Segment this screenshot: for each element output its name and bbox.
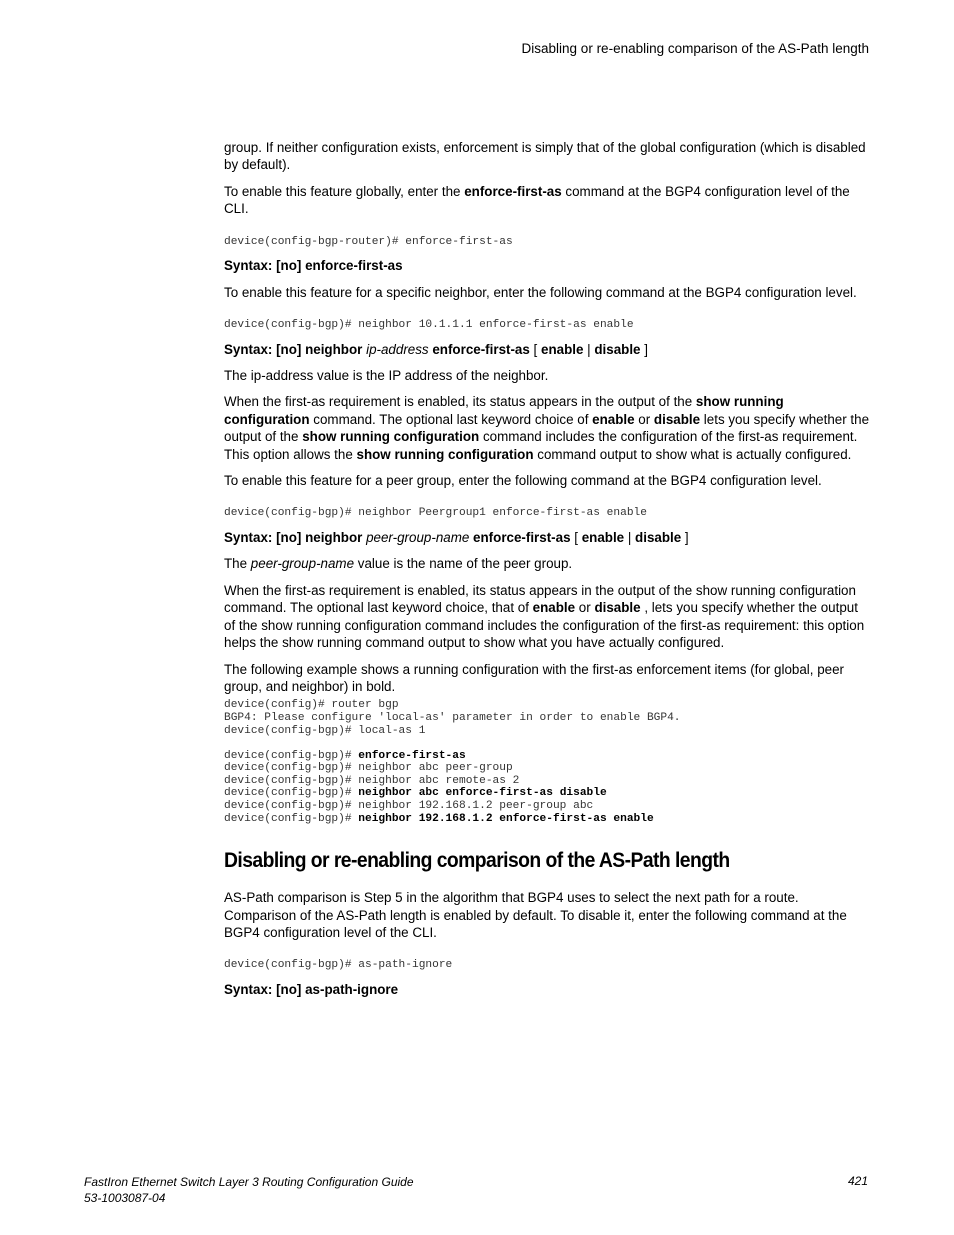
code-line xyxy=(224,787,872,800)
paragraph xyxy=(224,183,872,218)
section-heading: Disabling or re-enabling comparison of the AS-Path length xyxy=(224,849,730,873)
text: show running configuration xyxy=(224,394,784,427)
text: enable xyxy=(581,530,625,546)
text: enable xyxy=(592,411,635,427)
paragraph xyxy=(224,582,872,652)
paragraph: AS-Path comparison is Step 5 in the algorithm that BGP4 uses to select the next path for a route. Comparison of the AS-Path length is enabled by default. To disable it, enter the following command at the BGP4 configuration level of the CLI. xyxy=(224,890,847,941)
text: The xyxy=(224,556,251,572)
paragraph: To enable this feature for a specific neighbor, enter the following command at the BGP4 configuration level. xyxy=(224,284,857,300)
paragraph xyxy=(224,393,872,463)
running-header: Disabling or re-enabling comparison of the AS-Path length xyxy=(521,41,869,56)
syntax-line: Syntax: [no] enforce-first-as xyxy=(224,258,403,274)
code-example: device(config-bgp)# as-path-ignore xyxy=(224,959,453,972)
text: When the first-as requirement is enabled, its status appears in the output of the xyxy=(224,394,696,410)
text: enforce-first-as xyxy=(469,530,571,546)
page-content xyxy=(224,139,872,1007)
syntax-line xyxy=(224,341,872,358)
code-line: device(config-bgp)# neighbor 192.168.1.2 peer-group abc xyxy=(224,800,594,813)
code-example: device(config-bgp-router)# enforce-first-as xyxy=(224,235,513,248)
footer-title: FastIron Ethernet Switch Layer 3 Routing Configuration Guide xyxy=(84,1175,414,1189)
blank-line xyxy=(224,737,872,750)
code-example: device(config-bgp)# neighbor 10.1.1.1 enforce-first-as enable xyxy=(224,319,634,332)
text: | xyxy=(583,341,595,357)
syntax-line xyxy=(224,529,872,546)
text: , lets you specify whether the output of the show running configuration command includes the configuration of the first-as requirement: this option helps the show running command output to show what you have actually configured. xyxy=(224,600,865,651)
code-line xyxy=(224,750,872,763)
bold-command: neighbor 192.168.1.2 enforce-first-as enable xyxy=(358,812,654,825)
code-line xyxy=(224,813,872,826)
bold-command: neighbor abc enforce-first-as disable xyxy=(358,787,607,800)
text: command includes the configuration of the first-as requirement. This option allows the xyxy=(224,429,858,462)
code-line: device(config)# router bgp xyxy=(224,699,399,712)
text: disable xyxy=(653,411,701,427)
paragraph: group. If neither configuration exists, enforcement is simply that of the global configuration (which is disabled by default). xyxy=(224,140,866,173)
prompt: device(config-bgp)# xyxy=(224,787,359,800)
bold-command: enforce-first-as xyxy=(358,749,466,762)
text: [ xyxy=(570,530,582,546)
text: command output to show what is actually configured. xyxy=(533,446,852,462)
paragraph xyxy=(224,555,872,572)
text: lets you specify whether the output of the xyxy=(224,411,870,445)
command-keyword: enforce-first-as xyxy=(464,183,562,199)
text: enforce-first-as xyxy=(428,341,530,357)
text: enable xyxy=(532,600,576,616)
text: show running configuration xyxy=(356,446,534,462)
text: show running configuration xyxy=(302,429,480,445)
text: ] xyxy=(681,530,689,546)
syntax-line: Syntax: [no] as-path-ignore xyxy=(224,982,399,998)
running-config-example xyxy=(224,699,872,825)
text: To enable this feature globally, enter the xyxy=(224,183,465,199)
text: disable xyxy=(594,600,641,616)
text: Syntax: [no] neighbor xyxy=(224,530,367,546)
text: [ xyxy=(529,341,541,357)
code-line: BGP4: Please configure 'local-as' parameter in order to enable BGP4. xyxy=(224,711,681,724)
code-line: device(config-bgp)# neighbor abc remote-as 2 xyxy=(224,774,520,787)
parameter: peer-group-name xyxy=(250,556,355,572)
text: value is the name of the peer group. xyxy=(354,556,573,572)
code-line: device(config-bgp)# local-as 1 xyxy=(224,724,426,737)
prompt: device(config-bgp)# xyxy=(224,749,359,762)
text: ] xyxy=(640,341,648,357)
text: When the first-as requirement is enabled, its status appears in the output of the show running configuration command. The optional last keyword choice, that of xyxy=(224,582,856,616)
text: command at the BGP4 configuration level of the CLI. xyxy=(224,183,850,217)
text: or xyxy=(575,600,595,616)
text: disable xyxy=(635,530,682,546)
text: or xyxy=(634,411,654,427)
page-number: 421 xyxy=(847,1174,868,1188)
paragraph: The following example shows a running configuration with the first-as enforcement items (for global, peer group, and neighbor) in bold. xyxy=(224,661,844,694)
text: disable xyxy=(594,341,641,357)
paragraph: The ip-address value is the IP address of the neighbor. xyxy=(224,368,549,384)
text: enable xyxy=(541,341,584,357)
paragraph: To enable this feature for a peer group, enter the following command at the BGP4 configuration level. xyxy=(224,473,822,489)
code-line: device(config-bgp)# neighbor abc peer-group xyxy=(224,762,513,775)
parameter: peer-group-name xyxy=(366,530,470,546)
footer xyxy=(84,1174,414,1206)
prompt: device(config-bgp)# xyxy=(224,812,359,825)
parameter: ip-address xyxy=(366,341,429,357)
text: | xyxy=(624,530,636,546)
text: command. The optional last keyword choice of xyxy=(309,411,593,427)
code-example: device(config-bgp)# neighbor Peergroup1 enforce-first-as enable xyxy=(224,507,647,520)
text: Syntax: [no] neighbor xyxy=(224,341,367,357)
footer-docnum: 53-1003087-04 xyxy=(84,1191,166,1205)
